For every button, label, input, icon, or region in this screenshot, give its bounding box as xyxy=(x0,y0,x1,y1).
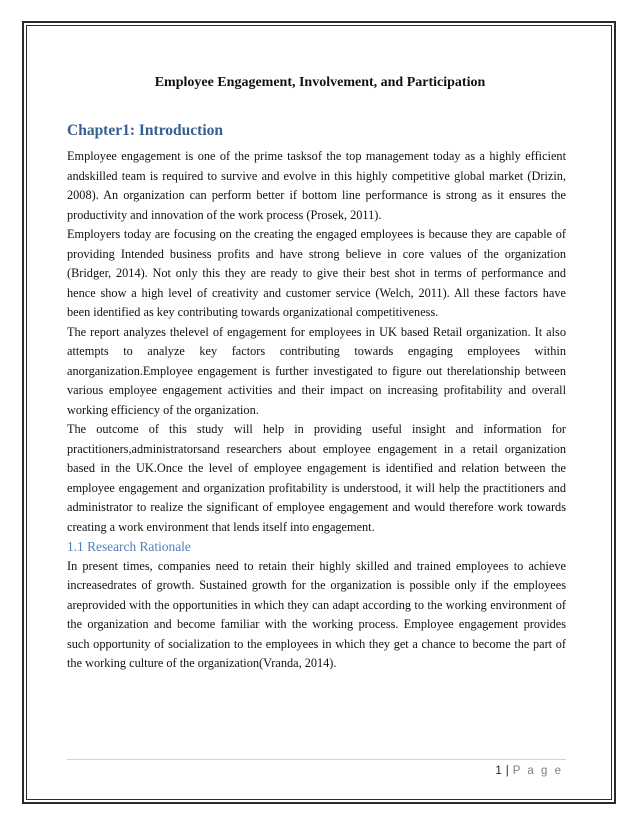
page-footer xyxy=(495,765,563,777)
footer-separator: | xyxy=(505,765,509,777)
document-title: Employee Engagement, Involvement, and Participation xyxy=(154,75,486,90)
chapter-heading: Chapter1: Introduction xyxy=(67,122,224,139)
paragraph: Employers today are focusing on the creating the engaged employees is because they are capable of providing Intended business profits and have strong believe in core values of the organization (Bridger, 2014). Not only this they are ready to give their best shot in terms of performance and hence show a high level of creativity and customer service (Welch, 2011). All these factors have been identified as key contributing towards organizational competitiveness. xyxy=(67,227,566,319)
paragraph: Employee engagement is one of the prime tasksof the top management today as a highly efficient andskilled team is required to survive and evolve in this highly competitive global market (Drizin, 2008). An organization can perform better if bottom line performance is strong as it ensures the productivity and innovation of the work process (Prosek, 2011). xyxy=(67,149,566,222)
footer-divider xyxy=(67,759,566,760)
paragraph: In present times, companies need to retain their highly skilled and trained employees to achieve increasedrates of growth. Sustained growth for the organization is possible only if the employees areprovided with the opportunities in which they can adapt according to the working environment of the organization and become familiar with the working process. Employee engagement provides such opportunity of socialization to the employees in which they get a chance to become the part of the working culture of the organization(Vranda, 2014). xyxy=(67,558,566,670)
page-label: P a g e xyxy=(512,765,563,777)
page-number: 1 xyxy=(495,765,502,777)
document-body xyxy=(67,147,566,674)
paragraph: The report analyzes thelevel of engagement for employees in UK based Retail organization. It also attempts to analyze key factors contributing towards engaging employees within anorganization.Employee engagement is further investigated to figure out therelationship between various employee engagement activities and their impact on increasing profitability and overall working efficiency of the organization. xyxy=(67,324,566,417)
section-heading: 1.1 Research Rationale xyxy=(67,539,191,554)
paragraph: The outcome of this study will help in providing useful insight and information for practitioners,administratorsand researchers about employee engagement in a retail organization based in the UK.Once the level of employee engagement is identified and relation between the employee engagement and organization profitability is understood, it will help the practitioners and administrator to realize the significant of employee engagement and would therefore work towards creating a work environment that lends itself into engagement. xyxy=(67,422,566,534)
